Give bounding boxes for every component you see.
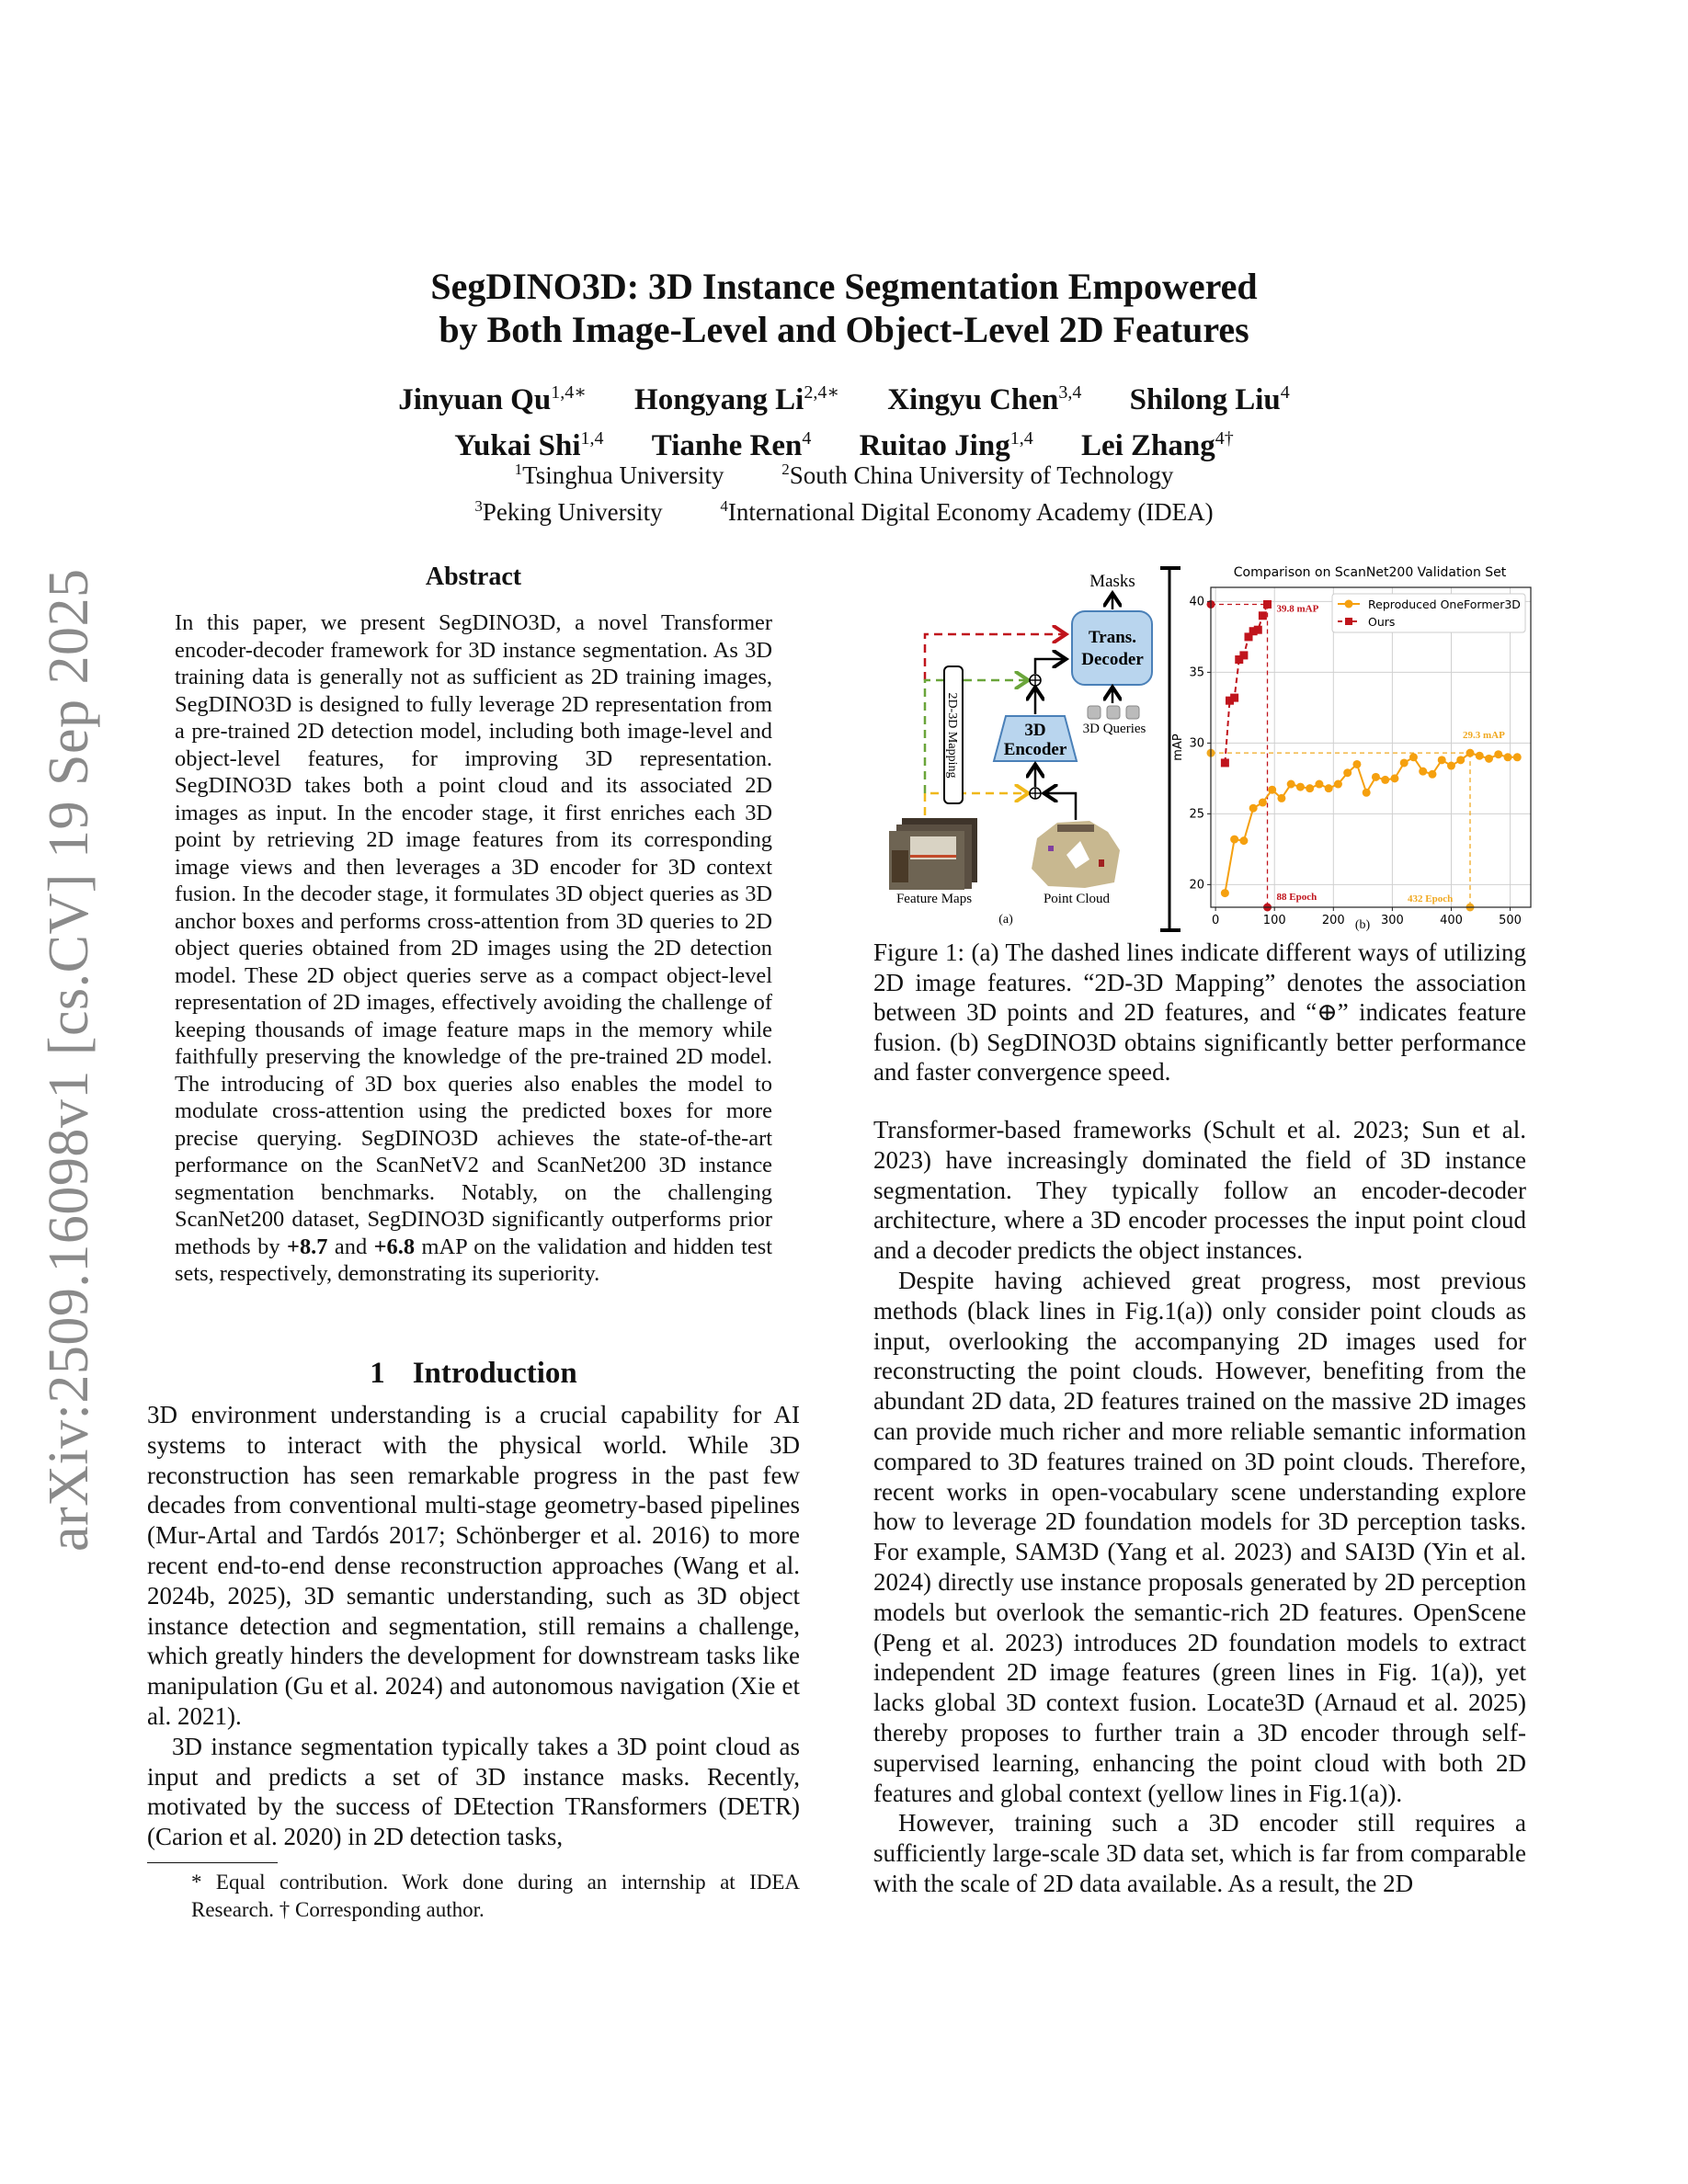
figure-1b-chart <box>0 0 1688 938</box>
data-point <box>1466 749 1474 757</box>
legend-marker-oneformer <box>1345 600 1353 609</box>
data-point <box>1239 836 1248 845</box>
decoder-label-2: Decoder <box>1081 650 1144 669</box>
affiliation: $^1$Tsinghua University <box>514 461 724 489</box>
section-heading-introduction: 1 Introduction <box>370 1357 577 1390</box>
figure-1-caption: Figure 1: (a) The dashed lines indicate different ways of utilizing 2D image features. “2D-3D Mapping” denotes the association between 3D points and 2D features, and “⊕” indicates feature fusion. (b) SegDINO3D obtains significantly better performance and faster convergence speed. <box>873 938 1526 1086</box>
data-point <box>1400 758 1409 767</box>
data-point <box>1249 804 1258 813</box>
x-tick-label: 300 <box>1380 914 1404 927</box>
plot-frame <box>1211 587 1531 907</box>
data-point <box>1409 753 1418 761</box>
point-cloud-label: Point Cloud <box>1043 892 1111 906</box>
data-point <box>1230 694 1238 702</box>
y-tick-label: 20 <box>1189 878 1204 893</box>
data-point <box>1372 773 1380 781</box>
data-point <box>1513 753 1522 761</box>
encoder-label-2: Encoder <box>1003 740 1067 759</box>
footnote: * Equal contribution. Work done during an internship at IDEA Research. † Corresponding author. <box>191 1871 800 1921</box>
data-point <box>1230 836 1238 844</box>
data-point <box>1352 760 1361 768</box>
annotation-39-8-map: 39.8 mAP <box>1276 603 1319 615</box>
data-point <box>1381 776 1389 784</box>
author: Xingyu Chen$^{3,4}$ <box>887 382 1082 416</box>
subfigure-b-label: (b) <box>1354 918 1371 932</box>
author: Yukai Shi$^{1,4}$ <box>454 428 604 462</box>
author: Jinyuan $Qu^{1,4∗}$ <box>398 382 587 416</box>
affiliation: $^4$International Digital Economy Academy (IDEA) <box>720 497 1214 526</box>
feature-maps-label: Feature Maps <box>895 892 973 906</box>
data-point <box>1447 762 1455 770</box>
annotation-29-3-map: 29.3 mAP <box>1462 730 1505 742</box>
introduction-text <box>147 1400 800 1852</box>
data-point <box>1476 752 1484 760</box>
masks-label: Masks <box>1089 572 1135 591</box>
affiliation: $^2$South China University of Technology <box>781 461 1174 489</box>
title-line-2: by Both Image-Level and Object-Level 2D Features <box>439 309 1249 350</box>
data-point <box>1287 780 1295 789</box>
y-tick-label: 40 <box>1189 595 1204 609</box>
data-point <box>1456 756 1465 764</box>
footnote-rule <box>147 1862 278 1863</box>
chart-title: Comparison on ScanNet200 Validation Set <box>1233 565 1507 580</box>
title-line-1: SegDINO3D: 3D Instance Segmentation Empowered <box>430 266 1258 307</box>
author: Ruitao Jing$^{1,4}$ <box>859 428 1033 462</box>
paragraph: Despite having achieved great progress, most previous methods (black lines in Fig.1(a)) only consider point clouds as input, overlooking the accompanying 2D images used for reconstructing the point clouds. However, benefiting from the abundant 2D data, 2D features trained on the massive 2D images can provide much richer and more reliable semantic information compared to 3D features trained on 3D point clouds. Therefore, recent works in open-vocabulary scene understanding explore how to leverage 2D foundation models for 3D perception tasks. For example, SAM3D (Yang et al. 2023) and SAI3D (Yin et al. 2024) directly use instance proposals generated by 2D perception models but overlook the semantic-rich 2D features. OpenScene (Peng et al. 2023) introduces 2D foundation models to extract independent 2D image features (green lines in Fig. 1(a)), yet lacks global 3D context fusion. Locate3D (Arnaud et al. 2025) thereby proposes to further train a 3D encoder through self-supervised learning, enhancing the point cloud with both 2D features and global context (yellow lines in Fig.1(a)). <box>873 1266 1526 1807</box>
mapping-label: 2D-3D Mapping <box>945 692 959 779</box>
paragraph: 3D instance segmentation typically takes a 3D point cloud as input and predicts a set of 3D instance masks. Recently, motivated by the success of DEtection TRansformers (DETR) (Carion et al. 2020) in 2D detection tasks, <box>147 1732 800 1851</box>
chart-series <box>1221 600 1522 897</box>
data-point <box>1428 770 1436 779</box>
data-point <box>1221 889 1229 897</box>
author: Lei Zhang$^{4\dagger}$ <box>1080 428 1234 462</box>
subfigure-a-label: (a) <box>998 913 1013 927</box>
y-axis-label: mAP <box>1171 734 1185 761</box>
data-point <box>1315 780 1323 789</box>
data-point <box>1494 750 1502 758</box>
data-point <box>1268 786 1276 794</box>
encoder-label-1: 3D <box>1024 721 1046 740</box>
decoder-label-1: Trans. <box>1089 628 1136 647</box>
data-point <box>1390 774 1398 782</box>
data-point <box>1504 753 1512 761</box>
affiliation: $^3$Peking University <box>474 497 663 526</box>
data-point <box>1334 780 1342 789</box>
abstract-heading: Abstract <box>425 563 522 591</box>
author: Hongyang $Li^{2,4∗}$ <box>634 382 839 416</box>
arxiv-stamp: arXiv:2509.16098v1 [cs.CV] 19 Sep 2025 <box>38 568 100 1552</box>
chart-guides <box>1207 600 1506 912</box>
chart-legend <box>1332 594 1525 632</box>
data-point <box>1239 651 1248 659</box>
annotation-88-epoch: 88 Epoch <box>1276 892 1317 903</box>
x-tick-label: 400 <box>1440 914 1463 927</box>
right-column-text <box>873 1115 1526 1899</box>
legend-label-oneformer: Reproduced OneFormer3D <box>1368 597 1521 611</box>
data-point <box>1263 600 1272 609</box>
x-tick-label: 100 <box>1262 914 1286 927</box>
x-tick-label: 200 <box>1321 914 1345 927</box>
legend-marker-ours <box>1345 618 1352 625</box>
y-tick-label: 35 <box>1189 665 1204 680</box>
x-tick-label: 500 <box>1499 914 1522 927</box>
data-point <box>1419 768 1427 776</box>
author: Shilong Liu$^4$ <box>1129 382 1290 416</box>
paragraph: However, training such a 3D encoder still requires a sufficiently large-scale 3D data set, which is far from comparable with the scale of 2D data available. As a result, the 2D <box>873 1809 1526 1897</box>
data-point <box>1221 758 1229 767</box>
queries-label: 3D Queries <box>1082 722 1146 736</box>
annotation-432-epoch: 432 Epoch <box>1407 893 1454 904</box>
paragraph: Transformer-based frameworks (Schult et al. 2023; Sun et al. 2023) have increasingly dominated the field of 3D instance segmentation. They typically follow an encoder-decoder architecture, where a 3D encoder processes the input point cloud and a decoder predicts the object instances. <box>873 1116 1526 1265</box>
x-tick-label: 0 <box>1211 914 1220 927</box>
data-point <box>1259 611 1267 620</box>
data-point <box>1277 794 1285 802</box>
data-point <box>1363 789 1371 797</box>
data-point <box>1438 756 1446 764</box>
abstract-text: In this paper, we present SegDINO3D, a novel Transformer encoder-decoder framework for 3D instance segmentation. As 3D training data is generally not as sufficient as 2D training images, SegDINO3D is designed to fully leverage 2D representation from a pre-trained 2D detection model, including both image-level and object-level features, for improving 3D representation. SegDINO3D takes both a point cloud and its associated 2D images as input. In the encoder stage, it first enriches each 3D point by retrieving 2D image features from its corresponding image views and then leverages a 3D encoder for 3D context fusion. In the decoder stage, it formulates 3D object queries as 3D anchor boxes and performs cross-attention from 3D queries to 2D object queries obtained from 2D images using the 2D detection model. These 2D object queries serve as a compact object-level representation of 2D images, effectively avoiding the challenge of keeping thousands of image feature maps in the memory while faithfully preserving the knowledge of the pre-trained 2D model. The introducing of 3D box queries also enables the model to modulate cross-attention using the predicted boxes for more precise querying. SegDINO3D achieves the state-of-the-art performance on the ScanNetV2 and ScanNet200 3D instance segmentation benchmarks. Notably, on the challenging ScanNet200 dataset, SegDINO3D significantly outperforms prior methods by +8.7 and +6.8 mAP on the validation and hidden test sets, respectively, demonstrating its superiority. <box>175 610 772 1286</box>
series-line-oneformer3d <box>1225 753 1517 893</box>
chart-grid <box>1211 587 1531 907</box>
legend-label-ours: Ours <box>1368 615 1396 629</box>
data-point <box>1325 784 1333 792</box>
y-tick-label: 25 <box>1189 807 1204 822</box>
data-point <box>1259 799 1267 807</box>
paragraph: 3D environment understanding is a crucial capability for AI systems to interact with the physical world. While 3D reconstruction has seen remarkable progress in the past few decades from conventional multi-stage geometry-based pipelines (Mur-Artal and Tardós 2017; Schönberger et al. 2016) to more recent end-to-end dense reconstruction approaches (Wang et al. 2024b, 2025), 3D semantic understanding, such as 3D object instance detection and segmentation, still remains a challenge, which greatly hinders the development for downstream tasks like manipulation (Gu et al. 2024) and autonomous navigation (Xie et al. 2021). <box>147 1401 800 1730</box>
y-tick-label: 30 <box>1189 736 1204 751</box>
author: Tianhe Ren$^4$ <box>651 428 812 462</box>
data-point <box>1343 768 1352 777</box>
data-point <box>1306 784 1314 792</box>
data-point <box>1254 626 1262 634</box>
data-point <box>1296 783 1305 791</box>
data-point <box>1485 755 1493 763</box>
